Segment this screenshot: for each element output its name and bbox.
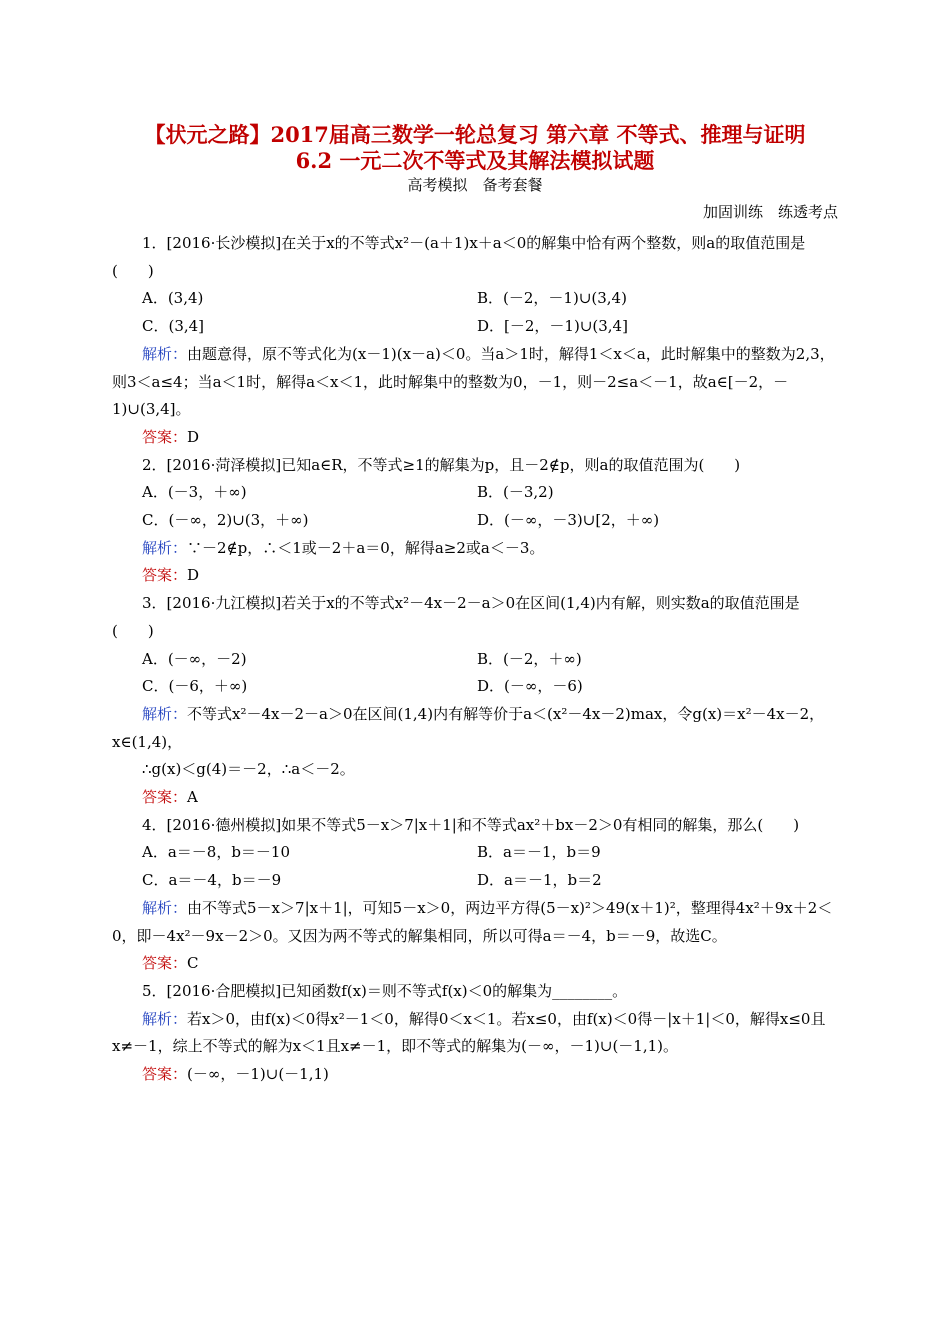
document-subtitle: 高考模拟 备考套餐 (407, 176, 543, 194)
option-a: A．(－3，＋∞) (142, 483, 247, 502)
option-c: C．(－∞，2)∪(3，＋∞) (142, 511, 309, 530)
option-c: C．(－6，＋∞) (142, 677, 248, 696)
question-stem: 5．[2016·合肥模拟]已知函数f(x)＝则不等式f(x)＜0的解集为________。 (142, 981, 628, 1000)
option-row (112, 479, 840, 507)
question-1 (112, 230, 840, 452)
analysis-label: 解析： (142, 344, 188, 363)
answer-label: 答案： (142, 788, 188, 807)
option-d: D．[－2，－1)∪(3,4] (477, 317, 628, 336)
analysis-text: 由不等式5－x＞7|x＋1|，可知5－x＞0，两边平方得(5－x)²＞49(x＋1)²，整理得4x²＋9x＋2＜0，即－4x²－9x－2＞0。又因为两不等式的解集相同，所以可得a＝－4，b＝－9，故选C。 (112, 898, 833, 945)
answer (112, 950, 840, 978)
answer-label: 答案： (142, 954, 188, 973)
question-stem: 3．[2016·九江模拟]若关于x的不等式x²－4x－2－a＞0在区间(1,4)内有解，则实数a的取值范围是( ) (112, 594, 800, 640)
answer-value: (－∞，－1)∪(－1,1) (187, 1065, 329, 1084)
analysis-label: 解析： (142, 704, 188, 723)
document-title-line2: 6.2 一元二次不等式及其解法模拟试题 (295, 148, 655, 173)
answer-value: A (187, 788, 198, 807)
analysis (112, 1006, 840, 1061)
analysis-label: 解析： (142, 538, 188, 557)
analysis-text: 不等式x²－4x－2－a＞0在区间(1,4)内有解等价于a＜(x²－4x－2)max，令g(x)＝x²－4x－2，x∈(1,4)， (112, 704, 825, 751)
answer (112, 784, 840, 812)
answer-label: 答案： (142, 1065, 188, 1084)
analysis-text: ∵－2∉p，∴＜1或－2＋a＝0，解得a≥2或a＜－3。 (187, 538, 545, 557)
question-stem: 2．[2016·菏泽模拟]已知a∈R，不等式≥1的解集为p，且－2∉p，则a的取值范围为( ) (142, 455, 741, 474)
answer (112, 424, 840, 452)
answer (112, 562, 840, 590)
option-c: C．(3,4] (142, 317, 205, 336)
analysis (112, 341, 840, 424)
option-row (112, 646, 840, 674)
analysis-text: 若x＞0，由f(x)＜0得x²－1＜0，解得0＜x＜1。若x≤0，由f(x)＜0得－|x＋1|＜0，解得x≤0且x≠－1，综上不等式的解为x＜1且x≠－1，即不等式的解集为(－∞，－1)∪(－1,1)。 (112, 1009, 826, 1056)
option-b: B．(－3,2) (477, 483, 554, 502)
option-b: B．(－2，－1)∪(3,4) (477, 289, 627, 308)
option-d: D．(－∞，－6) (477, 677, 583, 696)
question-stem: 1．[2016·长沙模拟]在关于x的不等式x²－(a＋1)x＋a＜0的解集中恰有两个整数，则a的取值范围是( ) (112, 234, 806, 280)
document-tagline: 加固训练 练透考点 (702, 203, 838, 221)
document-title-line1: 【状元之路】2017届高三数学一轮总复习 第六章 不等式、推理与证明 (144, 122, 806, 147)
option-row (112, 673, 840, 701)
question-list (112, 230, 840, 1089)
option-row (112, 313, 840, 341)
analysis-continued: ∴g(x)＜g(4)＝－2，∴a＜－2。 (142, 760, 355, 779)
option-a: A．(3,4) (142, 289, 204, 308)
question-2 (112, 452, 840, 591)
option-a: A．(－∞，－2) (142, 649, 247, 668)
option-row (112, 867, 840, 895)
question-4 (112, 812, 840, 978)
answer-value: D (187, 427, 200, 446)
analysis (112, 535, 840, 563)
question-5 (112, 978, 840, 1089)
option-row (112, 507, 840, 535)
option-b: B．(－2，＋∞) (477, 649, 582, 668)
option-b: B．a＝－1，b＝9 (477, 843, 601, 862)
answer-label: 答案： (142, 566, 188, 585)
question-3 (112, 590, 840, 812)
analysis-label: 解析： (142, 898, 188, 917)
question-stem: 4．[2016·德州模拟]如果不等式5－x＞7|x＋1|和不等式ax²＋bx－2＞0有相同的解集，那么( ) (142, 815, 800, 834)
option-row (112, 839, 840, 867)
option-c: C．a＝－4，b＝－9 (142, 871, 282, 890)
answer-label: 答案： (142, 427, 188, 446)
option-d: D．(－∞，－3)∪[2，＋∞) (477, 511, 660, 530)
analysis-label: 解析： (142, 1009, 188, 1028)
analysis (112, 701, 840, 756)
answer (112, 1061, 840, 1089)
option-d: D．a＝－1，b＝2 (477, 871, 602, 890)
analysis-text: 由题意得，原不等式化为(x－1)(x－a)＜0。当a＞1时，解得1＜x＜a，此时解集中的整数为2,3，则3＜a≤4；当a＜1时，解得a＜x＜1，此时解集中的整数为0，－1，则－2≤a＜－1，故a∈[－2，－1)∪(3,4]。 (112, 344, 835, 419)
answer-value: C (187, 954, 199, 973)
option-row (112, 285, 840, 313)
option-a: A．a＝－8，b＝－10 (142, 843, 291, 862)
analysis (112, 895, 840, 950)
answer-value: D (187, 566, 200, 585)
